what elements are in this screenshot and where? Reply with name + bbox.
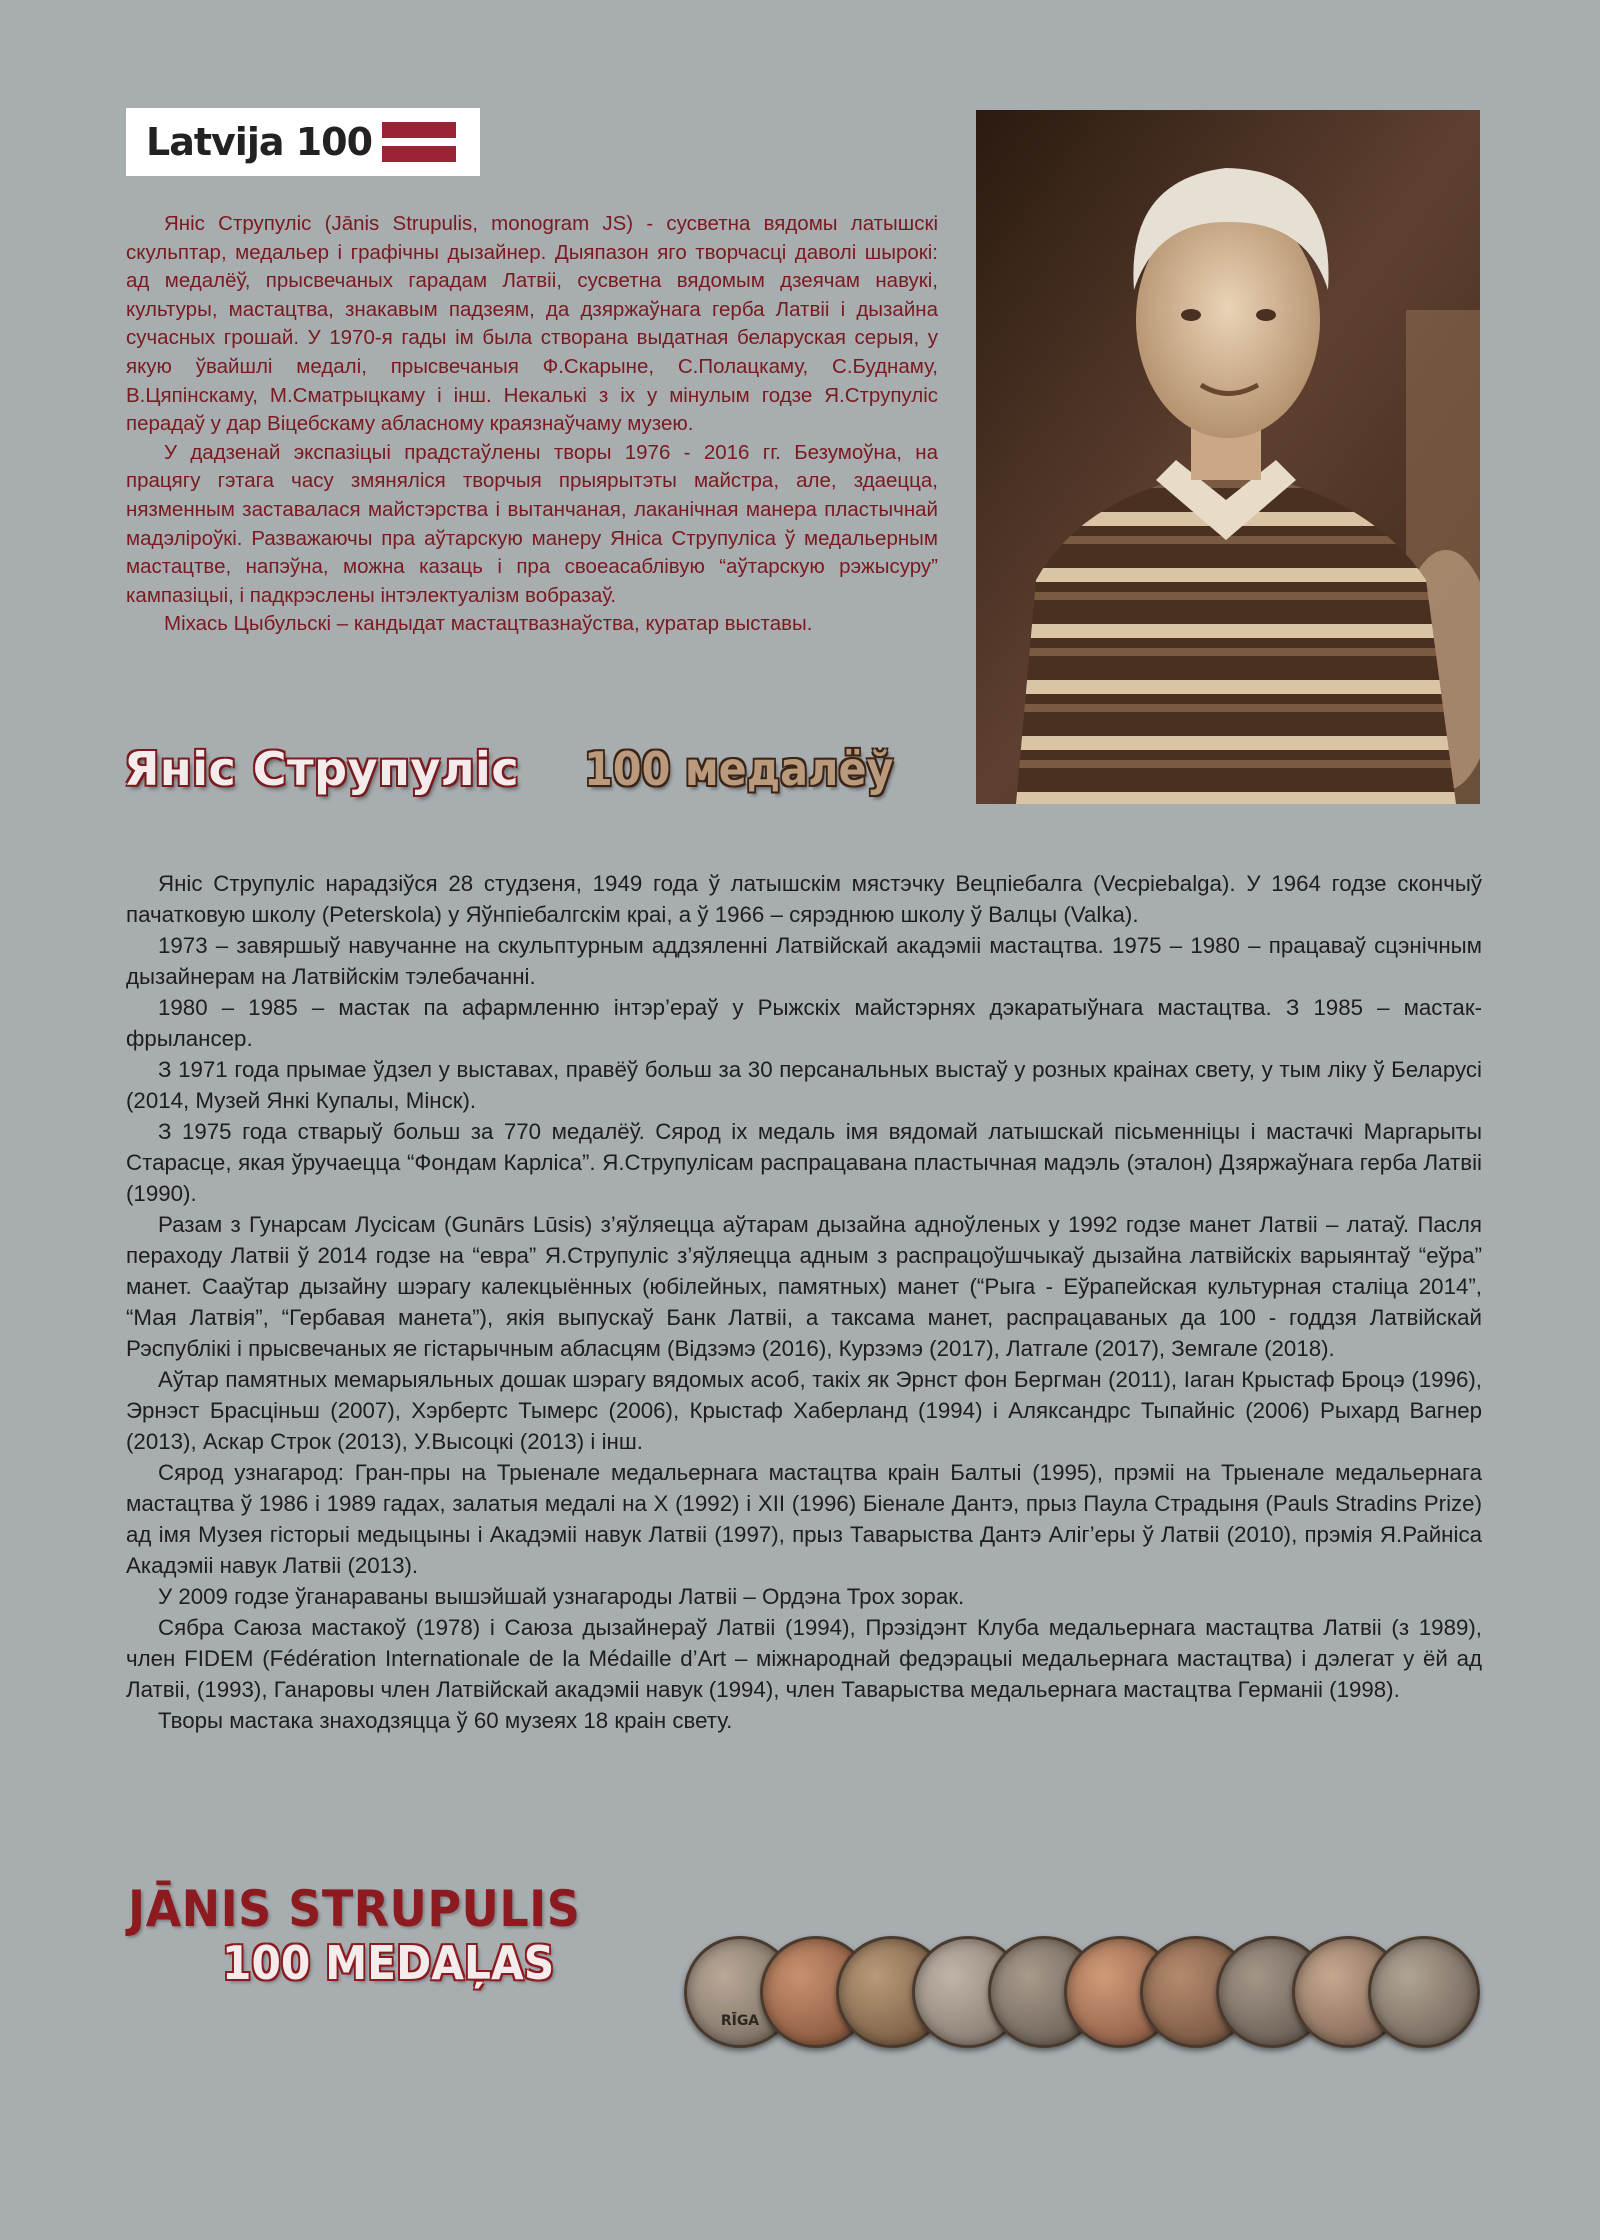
logo-text: Latvija 100 [146, 120, 373, 164]
footer-artist-name: JĀNIS STRUPULIS [128, 1880, 581, 1938]
medals-row [684, 1936, 1484, 2056]
intro-text [126, 210, 938, 639]
intro-paragraph: Міхась Цыбульскі – кандыдат мастацтвазнаўства, куратар выставы. [164, 612, 813, 636]
bio-paragraph: З 1975 года стварыў больш за 770 медалёў. Сярод іх медаль імя вядомай латышскай пісьменніцы і мастачкі Маргарыты Старасце, якая ўручаецца “Фондам Карліса”. Я.Струпулісам распрацавана пластычная мадэль (эталон) Дзяржаўнага герба Латвіі (1990). [126, 1119, 1482, 1206]
latvian-flag-icon [382, 122, 456, 162]
biography-text [126, 868, 1482, 1736]
artist-portrait-photo [976, 110, 1480, 804]
latvija-100-logo [126, 108, 480, 176]
intro-paragraph: У дадзенай экспазіцыі прадстаўлены творы 1976 - 2016 гг. Безумоўна, на працягу гэтага часу змяняліся творчыя прыярытэты майстра, але, здаецца, нязменным заставалася майстэрства і вытанчаная, лаканічная манера пластычнай мадэліроўкі. Разважаючы пра аўтарскую манеру Яніса Струпуліса ў медальерным мастацтве, напэўна, можна казаць і пра своеасаблівую “аўтарскую рэжысуру” кампазіцыі, і падкрэслены інтэлектуалізм вобразаў. [126, 440, 938, 607]
intro-paragraph: Яніс Струпуліс (Jānis Strupulis, monogram JS) - сусветна вядомы латышскі скульптар, медальер і графічны дызайнер. Дыяпазон яго творчасці даволі шырокі: ад медалёў, прысвечаных гарадам Латвіі, сусветна вядомым дзеячам навукі, культуры, мастацтва, знакавым падзеям, да дзяржаўнага герба Латвіі і дызайна сучасных грошай. У 1970-я гады ім была створана выдатная беларуская серыя, у якую ўвайшлі медалі, прысвечаныя Ф.Скарыне, С.Полацкаму, С.Буднаму, В.Цяпінскаму, М.Сматрыцкаму і інш. Некалькі з іх у мінулым годзе Я.Струпуліс перадаў у дар Віцебскаму абласному краязнаўчаму музею. [126, 212, 938, 436]
artist-name-title: Яніс Струпуліс [124, 742, 520, 796]
bio-paragraph: У 2009 годзе ўганараваны вышэйшай узнагароды Латвіі – Ордэна Трох зорак. [158, 1584, 965, 1609]
bio-paragraph: Сябра Саюза мастакоў (1978) і Саюза дызайнераў Латвіі (1994), Прэзідэнт Клуба медальернага мастацтва Латвіі (з 1989), член FIDEM (Fédération Internationale de la Médaille d’Art – міжнароднай федэрацыі медальернага мастацтва) і дэлегат у ёй ад Латвіі, (1993), Ганаровы член Латвійскай акадэміі навук (1994), член Таварыства медальернага мастацтва Германіі (1998). [126, 1615, 1482, 1702]
bio-paragraph: Творы мастака знаходзяцца ў 60 музеях 18 краін свету. [158, 1708, 733, 1733]
bio-paragraph: Яніс Струпуліс нарадзіўся 28 студзеня, 1949 года ў латышскім мястэчку Вецпіебалга (Vecpiebalga). У 1964 годзе скончыў пачатковую школу (Peterskola) у Яўнпіебалгскім краі, а ў 1966 – сярэднюю школу ў Валцы (Valka). [126, 871, 1482, 927]
bio-paragraph: 1980 – 1985 – мастак па афармленню інтэр’ераў у Рыжскіх майстэрнях дэкаратыўнага мастацтва. З 1985 – мастак-фрылансер. [126, 995, 1482, 1051]
footer-medals-count: 100 MEDAĻAS [222, 1936, 555, 1990]
bio-paragraph: Разам з Гунарсам Лусісам (Gunārs Lūsis) з’яўляецца аўтарам дызайна адноўленых у 1992 годзе манет Латвіі – латаў. Пасля пераходу Латвіі ў 2014 годзе на “евра” Я.Струпуліс з’яўляецца адным з распрацоўшчыкаў дызайна латвійскіх варыянтаў “еўра” манет. Сааўтар дызайну шэрагу калекцыённых (юбілейных, памятных) манет (“Рыга - Еўрапейская культурная сталіца 2014”, “Мая Латвія”, “Гербавая манета”), якія выпускаў Банк Латвіі, а таксама манет, распрацаваных да 100 - годдзя Латвійскай Рэспублікі і прысвечаных яе гістарычным абласцям (Відзэмэ (2016), Курзэмэ (2017), Латгале (2017), Земгале (2018). [126, 1212, 1482, 1361]
medal-label: RĪGA [720, 2013, 760, 2029]
medals-count-title: 100 медалёў [584, 742, 894, 796]
bio-paragraph: Аўтар памятных мемарыяльных дошак шэрагу вядомых асоб, такіх як Эрнст фон Бергман (2011), Іаган Крыстаф Броцэ (1996), Эрнэст Брасціньш (2007), Хэрбертс Тымерс (2006), Крыстаф Хаберланд (1994) і Аляксандрс Тыпайніс (2006) Рыхард Вагнер (2013), Аскар Строк (2013), У.Высоцкі (2013) і інш. [126, 1367, 1482, 1454]
bio-paragraph: Сярод узнагарод: Гран-пры на Трыенале медальернага мастацтва краін Балтыі (1995), прэміі на Трыенале медальернага мастацтва ў 1986 і 1989 гадах, залатыя медалі на X (1992) і XII (1996) Біенале Дантэ, прыз Паула Страдыня (Pauls Stradins Prize) ад імя Музея гісторыі медыцыны і Акадэміі навук Латвіі (1997), прыз Таварыства Дантэ Аліг’еры ў Латвіі (2010), прэмія Я.Райніса Акадэміі навук Латвіі (2013). [126, 1460, 1482, 1578]
portrait-illustration [976, 110, 1480, 804]
bio-paragraph: З 1971 года прымае ўдзел у выставах, правёў больш за 30 персанальных выстаў у розных краінах свету, у тым ліку ў Беларусі (2014, Музей Янкі Купалы, Мінск). [126, 1057, 1482, 1113]
medal-image [1368, 1936, 1480, 2048]
bio-paragraph: 1973 – завяршыў навучанне на скульптурным аддзяленні Латвійскай акадэміі мастацтва. 1975 – 1980 – працаваў сцэнічным дызайнерам на Латвійскім тэлебачанні. [126, 933, 1482, 989]
